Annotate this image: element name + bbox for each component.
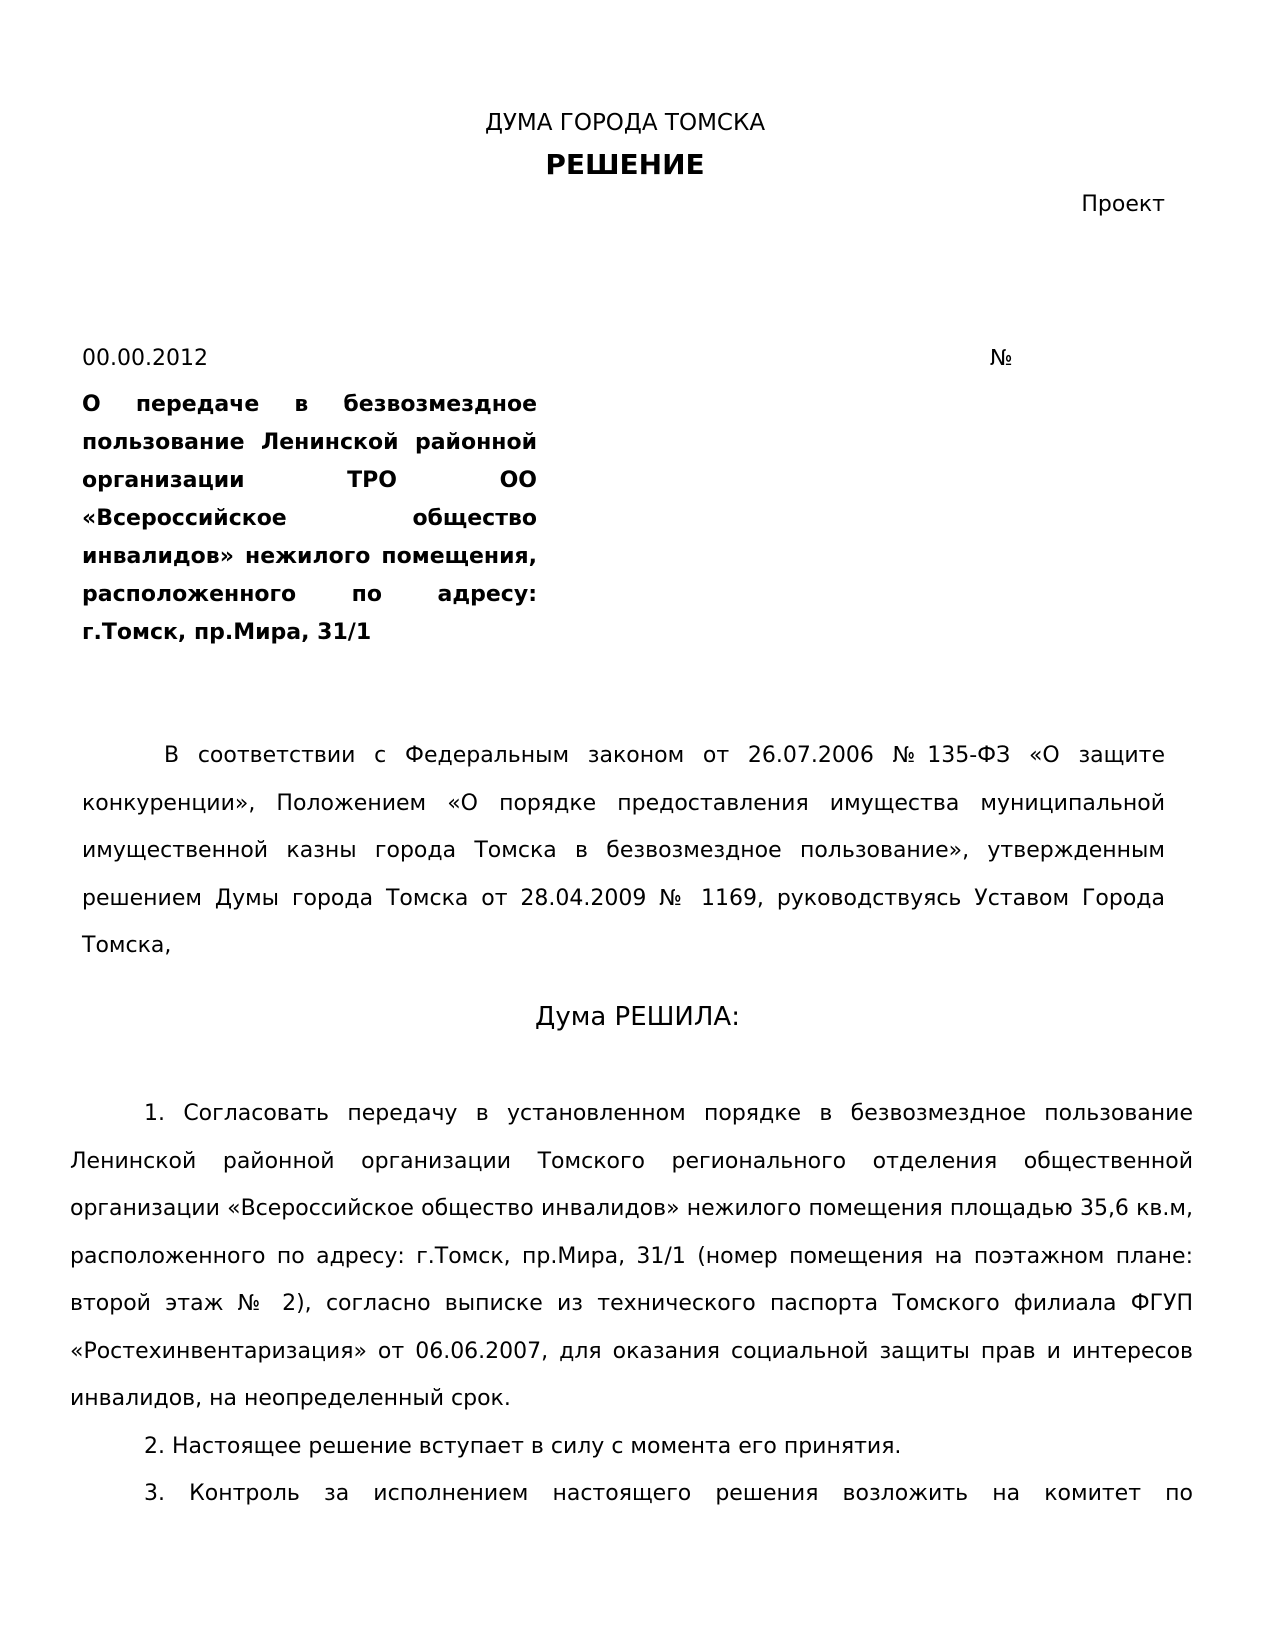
item-number: 1.: [144, 1101, 165, 1126]
draft-status: Проект: [1081, 192, 1165, 217]
document-date: 00.00.2012: [82, 346, 208, 371]
resolution-item: [70, 1090, 1193, 1423]
item-text: Согласовать передачу в установленном порядке в безвозмездное пользование Ленинской районной организации Томского регионального отделения общественной организации «Всероссийское общество инвалидов» нежилого помещения площадью 35,6 кв.м, расположенного по адресу: г.Томск, пр.Мира, 31/1 (номер помещения на поэтажном плане: второй этаж № 2), согласно выписке из технического паспорта Томского филиала ФГУП «Ростехинвентаризация» от 06.06.2007, для оказания социальной защиты прав и интересов инвалидов, на неопределенный срок.: [70, 1101, 1193, 1411]
document-number-label: №: [990, 346, 1013, 371]
document-type-title: РЕШЕНИЕ: [545, 148, 705, 181]
resolution-item: [70, 1423, 1193, 1471]
resolved-heading: Дума РЕШИЛА:: [535, 1002, 740, 1032]
document-subject: О передаче в безвозмездное пользование Ленинской районной организации ТРО ОО «Всероссийское общество инвалидов» нежилого помещения, расположенного по адресу: г.Томск, пр.Мира, 31/1: [82, 392, 537, 645]
organization-name: ДУМА ГОРОДА ТОМСКА: [484, 110, 766, 136]
resolution-items: [70, 1090, 1193, 1518]
item-number: 3.: [144, 1481, 165, 1506]
resolution-item: [70, 1470, 1193, 1518]
item-text: Контроль за исполнением настоящего решения возложить на комитет по: [189, 1481, 1194, 1506]
item-number: 2.: [144, 1433, 165, 1459]
item-text: Настоящее решение вступает в силу с момента его принятия.: [172, 1433, 902, 1459]
preamble-paragraph: В соответствии с Федеральным законом от 26.07.2006 №135-ФЗ «О защите конкуренции», Положением «О порядке предоставления имущества муниципальной имущественной казны города Томска в безвозмездное пользование», утвержденным решением Думы города Томска от 28.04.2009 № 1169, руководствуясь Уставом Города Томска,: [82, 743, 1165, 958]
